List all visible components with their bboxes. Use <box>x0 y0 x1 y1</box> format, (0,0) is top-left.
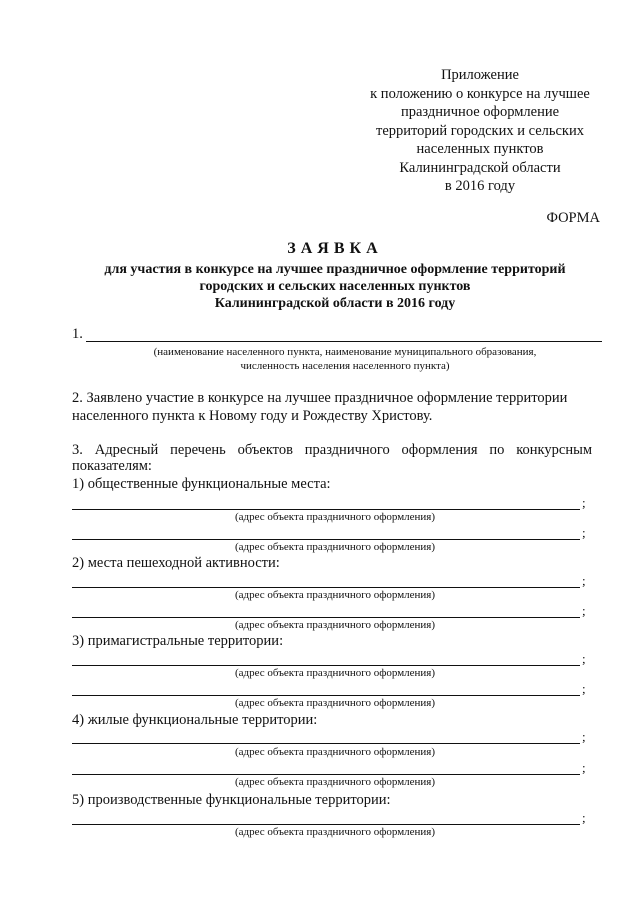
address-field[interactable] <box>72 743 580 744</box>
item-3-intro: 3. Адресный перечень объектов праздничного оформления по конкурсным показателям: <box>72 442 592 474</box>
section-2-title: 2) места пешеходной активности: <box>72 555 280 571</box>
address-field[interactable] <box>72 587 580 588</box>
line-end: ; <box>582 681 586 696</box>
address-caption: (адрес объекта праздничного оформления) <box>234 667 436 679</box>
section-4-title: 4) жилые функциональные территории: <box>72 712 318 728</box>
address-caption: (адрес объекта праздничного оформления) <box>234 776 436 788</box>
appendix-line: Приложение <box>441 67 519 83</box>
settlement-name-field[interactable] <box>86 341 602 342</box>
form-label: ФОРМА <box>546 210 600 226</box>
address-caption: (адрес объекта праздничного оформления) <box>234 511 436 523</box>
item-1-caption <box>80 345 610 373</box>
item-1-number: 1. <box>72 326 83 342</box>
line-end: ; <box>582 603 586 618</box>
appendix-line: населенных пунктов <box>416 141 544 157</box>
address-field[interactable] <box>72 539 580 540</box>
address-caption: (адрес объекта праздничного оформления) <box>234 826 436 838</box>
address-caption: (адрес объекта праздничного оформления) <box>234 619 436 631</box>
line-end: ; <box>582 573 586 588</box>
line-end: ; <box>582 729 586 744</box>
line-end: ; <box>582 525 586 540</box>
item-1 <box>72 326 602 343</box>
address-caption: (адрес объекта праздничного оформления) <box>234 541 436 553</box>
address-field[interactable] <box>72 695 580 696</box>
address-field[interactable] <box>72 665 580 666</box>
appendix-line: праздничное оформление <box>400 104 560 120</box>
section-5-title: 5) производственные функциональные территории: <box>72 792 391 808</box>
line-end: ; <box>582 495 586 510</box>
line-end: ; <box>582 651 586 666</box>
address-caption: (адрес объекта праздничного оформления) <box>234 697 436 709</box>
appendix-line: Калининградской области <box>399 159 561 176</box>
address-caption: (адрес объекта праздничного оформления) <box>234 746 436 758</box>
subtitle-line: для участия в конкурсе на лучшее праздничное оформление территорий <box>104 262 566 277</box>
document-title: ЗАЯВКА <box>287 240 383 257</box>
address-caption: (адрес объекта праздничного оформления) <box>234 589 436 601</box>
item-2-text: 2. Заявлено участие в конкурсе на лучшее праздничное оформление территории населенного пункта к Новому году и Рождеству Христову. <box>72 390 568 424</box>
appendix-line: к положению о конкурсе на лучшее <box>370 85 590 102</box>
document-subtitle <box>50 261 620 312</box>
section-3-title: 3) примагистральные территории: <box>72 633 284 649</box>
appendix-line: в 2016 году <box>444 178 516 194</box>
appendix-header <box>345 66 615 196</box>
address-field[interactable] <box>72 617 580 618</box>
line-end: ; <box>582 760 586 775</box>
address-field[interactable] <box>72 509 580 510</box>
address-field[interactable] <box>72 774 580 775</box>
appendix-line: территорий городских и сельских <box>375 122 584 139</box>
subtitle-line: городских и сельских населенных пунктов <box>199 279 471 294</box>
address-field[interactable] <box>72 824 580 825</box>
subtitle-line: Калининградской области в 2016 году <box>214 296 456 311</box>
caption-line: (наименование населенного пункта, наименование муниципального образования, <box>153 346 537 358</box>
section-1-title: 1) общественные функциональные места: <box>72 476 331 492</box>
line-end: ; <box>582 810 586 825</box>
caption-line: численность населения населенного пункта) <box>240 360 450 372</box>
